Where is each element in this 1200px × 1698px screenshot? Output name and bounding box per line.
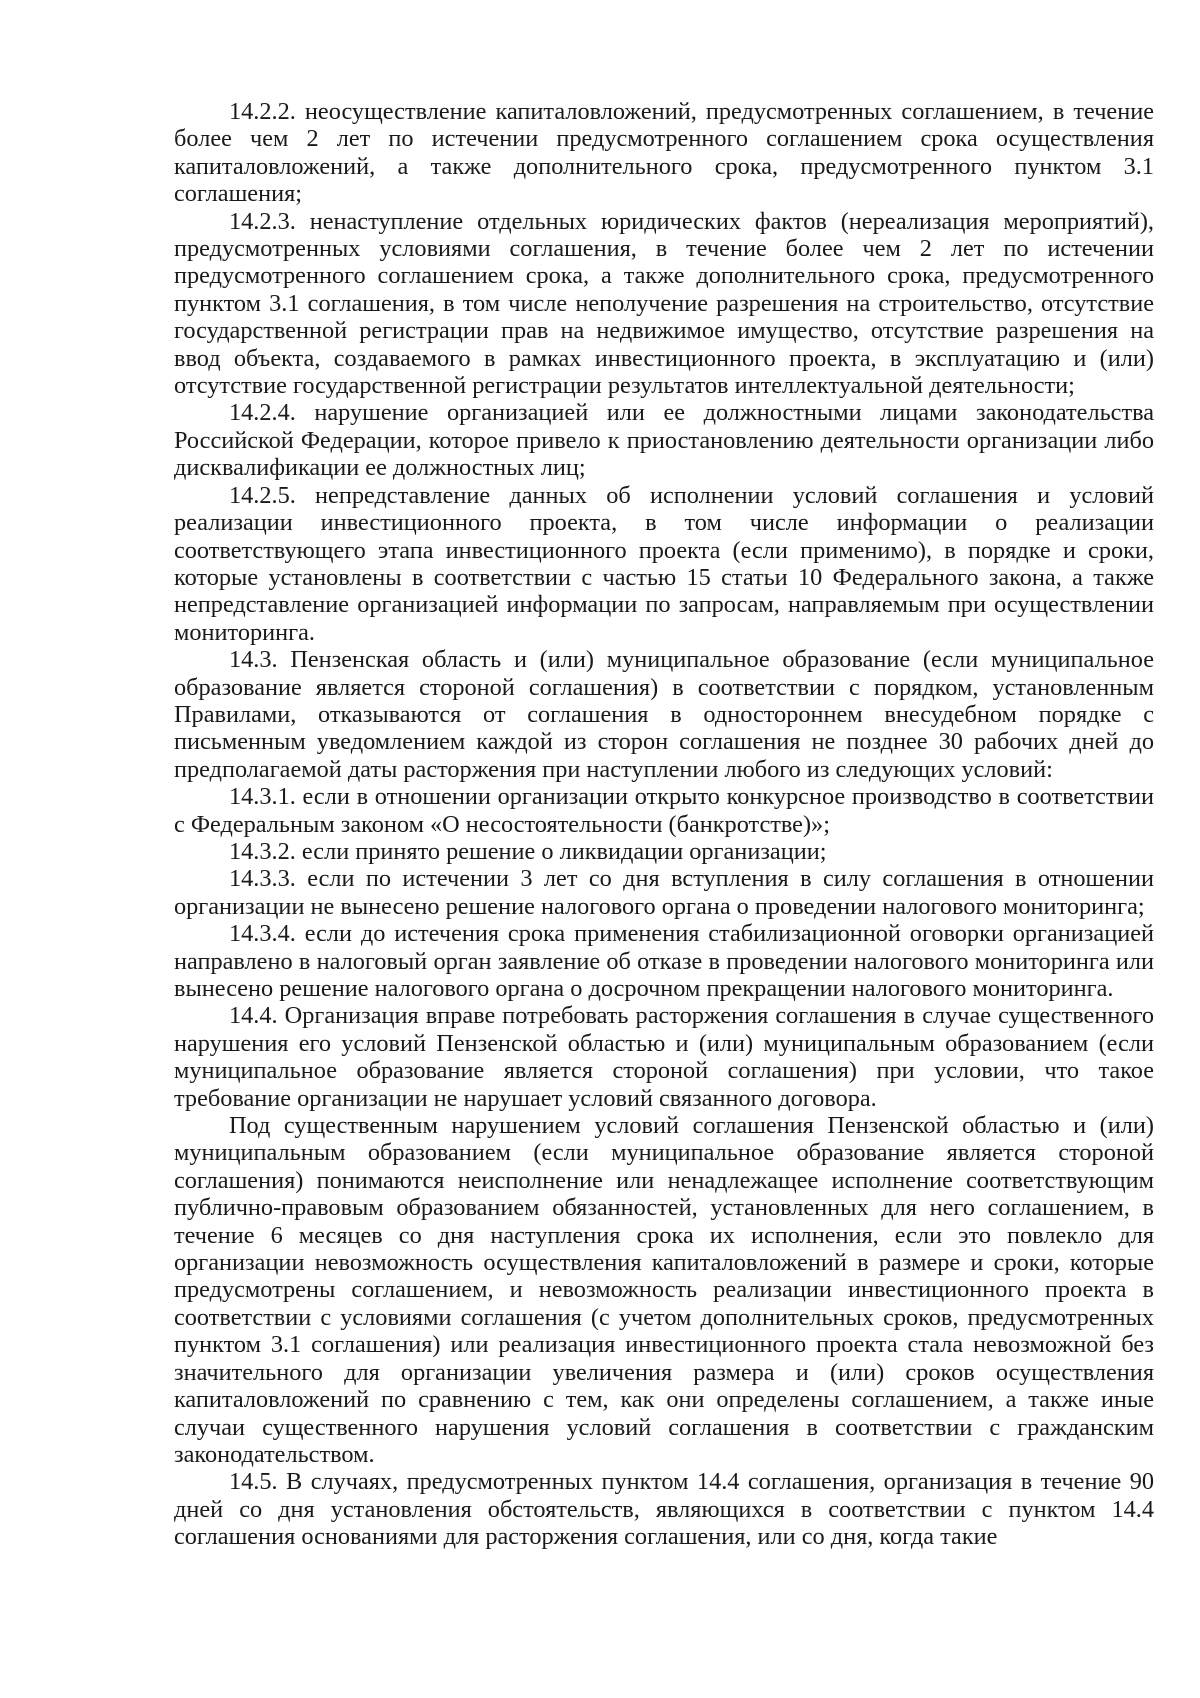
paragraph-14-2-2: 14.2.2. неосуществление капиталовложений, предусмотренных соглашением, в течение более чем 2 лет по истечении предусмотренного соглашением срока осуществления капиталовложений, а также дополнительного срока, предусмотренного пунктом 3.1 соглашения; bbox=[174, 98, 1154, 208]
paragraph-14-4: 14.4. Организация вправе потребовать расторжения соглашения в случае существенного нарушения его условий Пензенской областью и (или) муниципальным образованием (если муниципальное образование является стороной соглашения) при условии, что такое требование организации не нарушает условий связанного договора. bbox=[174, 1002, 1154, 1112]
paragraph-14-5: 14.5. В случаях, предусмотренных пунктом 14.4 соглашения, организация в течение 90 дней со дня установления обстоятельств, являющихся в соответствии с пунктом 14.4 соглашения основаниями для расторжения соглашения, или со дня, когда такие bbox=[174, 1468, 1154, 1551]
paragraph-14-3: 14.3. Пензенская область и (или) муниципальное образование (если муниципальное образование является стороной соглашения) в соответствии с порядком, установленным Правилами, отказываются от соглашения в одностороннем внесудебном порядке с письменным уведомлением каждой из сторон соглашения не позднее 30 рабочих дней до предполагаемой даты расторжения при наступлении любого из следующих условий: bbox=[174, 646, 1154, 783]
paragraph-14-3-1: 14.3.1. если в отношении организации открыто конкурсное производство в соответствии с Федеральным законом «О несостоятельности (банкротстве)»; bbox=[174, 783, 1154, 838]
paragraph-14-3-3: 14.3.3. если по истечении 3 лет со дня вступления в силу соглашения в отношении организации не вынесено решение налогового органа о проведении налогового мониторинга; bbox=[174, 865, 1154, 920]
paragraph-14-3-4: 14.3.4. если до истечения срока применения стабилизационной оговорки организацией направлено в налоговый орган заявление об отказе в проведении налогового мониторинга или вынесено решение налогового органа о досрочном прекращении налогового мониторинга. bbox=[174, 920, 1154, 1002]
paragraph-14-2-4: 14.2.4. нарушение организацией или ее должностными лицами законодательства Российской Федерации, которое привело к приостановлению деятельности организации либо дисквалификации ее должностных лиц; bbox=[174, 399, 1154, 482]
paragraph-14-3-2: 14.3.2. если принято решение о ликвидации организации; bbox=[229, 837, 827, 865]
paragraph-14-2-5: 14.2.5. непредставление данных об исполнении условий соглашения и условий реализации инвестиционного проекта, в том числе информации о реализации соответствующего этапа инвестиционного проекта (если применимо), в порядке и сроки, которые установлены в соответствии с частью 15 статьи 10 Федерального закона, а также непредставление организацией информации по запросам, направляемым при осуществлении мониторинга. bbox=[174, 481, 1154, 646]
paragraph-material-breach: Под существенным нарушением условий соглашения Пензенской областью и (или) муниципальным образованием (если муниципальное образование является стороной соглашения) понимаются неисполнение или ненадлежащее исполнение соответствующим публично-правовым образованием обязанностей, установленных для него соглашением, в течение 6 месяцев со дня наступления срока их исполнения, если это повлекло для организации невозможность осуществления капиталовложений в размере и сроки, которые предусмотрены соглашением, и невозможность реализации инвестиционного проекта в соответствии с условиями соглашения (с учетом дополнительных сроков, предусмотренных пунктом 3.1 соглашения) или реализация инвестиционного проекта стала невозможной без значительного для организации увеличения размера и (или) сроков осуществления капиталовложений по сравнению с тем, как они определены соглашением, а также иные случаи существенного нарушения условий соглашения в соответствии с гражданским законодательством. bbox=[174, 1112, 1154, 1468]
document-page bbox=[174, 98, 1154, 1551]
paragraph-14-2-3: 14.2.3. ненаступление отдельных юридических фактов (нереализация мероприятий), предусмотренных условиями соглашения, в течение более чем 2 лет по истечении предусмотренного соглашением срока, а также дополнительного срока, предусмотренного пунктом 3.1 соглашения, в том числе неполучение разрешения на строительство, отсутствие государственной регистрации прав на недвижимое имущество, отсутствие разрешения на ввод объекта, создаваемого в рамках инвестиционного проекта, в эксплуатацию и (или) отсутствие государственной регистрации результатов интеллектуальной деятельности; bbox=[174, 207, 1154, 400]
